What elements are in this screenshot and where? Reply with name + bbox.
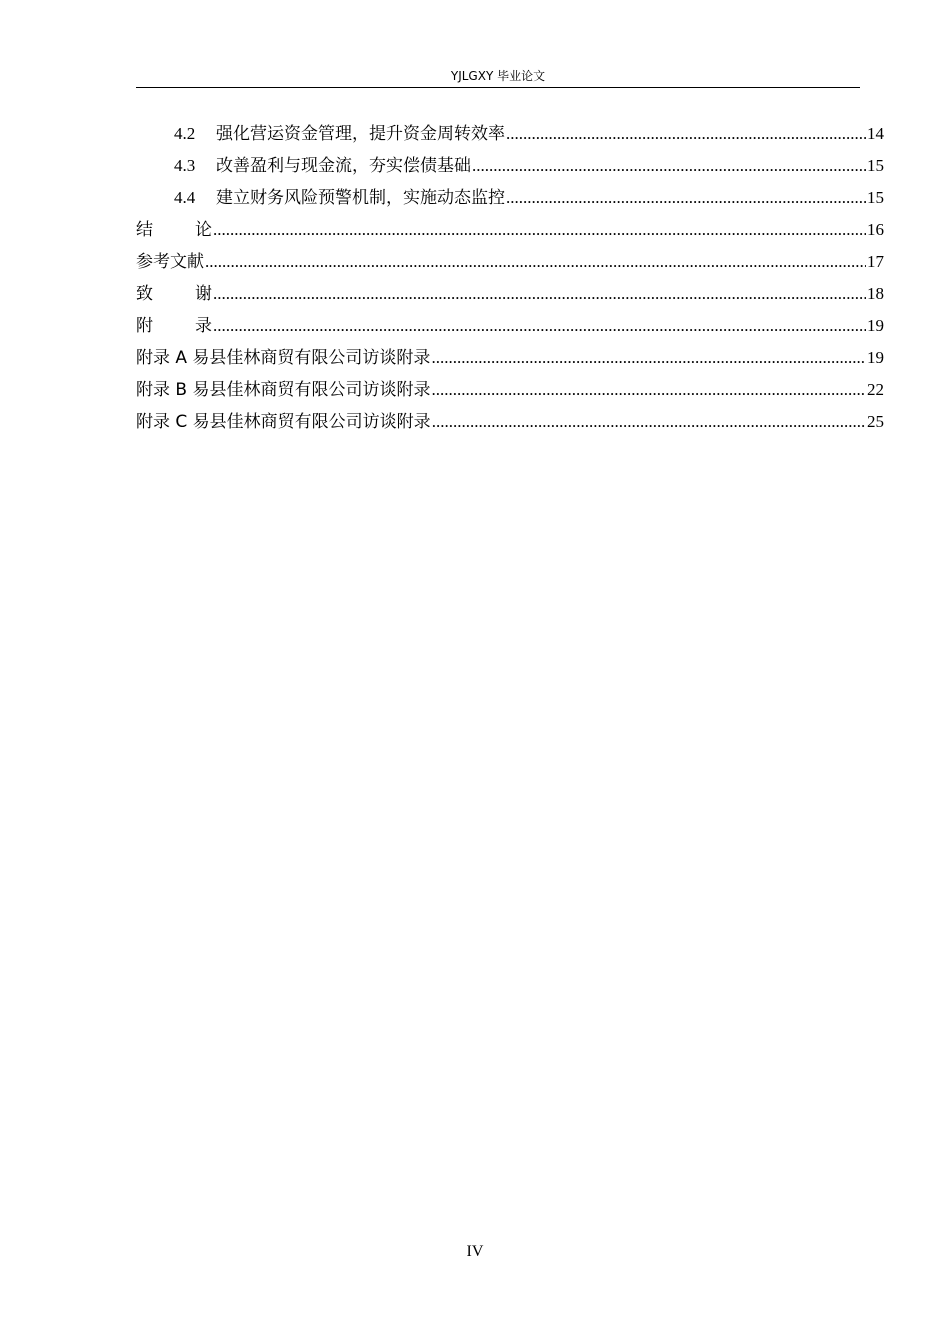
- toc-entry-page: 14: [867, 124, 884, 143]
- toc-entry-title: 建立财务风险预警机制，实施动态监控: [216, 188, 505, 207]
- toc-entry-conclusion[interactable]: [136, 214, 884, 246]
- dot-leader: [432, 411, 866, 433]
- page-number: IV: [466, 1243, 484, 1260]
- toc-entry-title: 参考文献: [136, 252, 204, 272]
- toc-entry-page: 19: [867, 348, 884, 367]
- toc-entry-title: 改善盈利与现金流，夯实偿债基础: [216, 156, 471, 175]
- toc-entry-title: 结论: [136, 220, 212, 240]
- toc-entry-acknowledgements[interactable]: [136, 278, 884, 310]
- toc-entry-4-3[interactable]: [136, 150, 884, 182]
- toc-entry-number: 4.3: [174, 156, 196, 175]
- toc-entry-appendix[interactable]: [136, 310, 884, 342]
- toc-entry-page: 18: [867, 284, 884, 303]
- toc-entry-references[interactable]: [136, 246, 884, 278]
- toc-entry-page: 17: [867, 252, 884, 271]
- toc-entry-page: 15: [867, 188, 884, 207]
- dot-leader: [205, 251, 866, 273]
- dot-leader: [472, 155, 866, 177]
- dot-leader: [506, 187, 866, 209]
- toc-entry-number: 4.4: [174, 188, 196, 207]
- toc-entry-page: 15: [867, 156, 884, 175]
- toc-entry-appendix-c[interactable]: [136, 406, 884, 438]
- dot-leader: [431, 379, 866, 401]
- running-header: YJLGXY 毕业论文: [450, 69, 546, 83]
- toc-entry-number: 4.2: [174, 124, 196, 143]
- dot-leader: [506, 123, 866, 145]
- toc-entry-4-4[interactable]: [136, 182, 884, 214]
- dot-leader: [213, 283, 866, 305]
- toc-entry-4-2[interactable]: [136, 118, 884, 150]
- toc-entry-title: 强化营运资金管理，提升资金周转效率: [216, 124, 505, 143]
- toc-entry-page: 19: [867, 316, 884, 335]
- toc-entry-page: 25: [867, 412, 884, 431]
- dot-leader: [431, 347, 866, 369]
- dot-leader: [213, 219, 866, 241]
- toc-entry-appendix-a[interactable]: [136, 342, 884, 374]
- toc-entry-page: 22: [867, 380, 884, 399]
- toc-entry-title: 致谢: [136, 284, 212, 304]
- toc-entry-title: 附录 A 易县佳林商贸有限公司访谈附录: [136, 348, 431, 368]
- toc-entry-appendix-b[interactable]: [136, 374, 884, 406]
- toc-entry-title: 附录: [136, 316, 212, 336]
- toc-entry-title: 附录 B 易县佳林商贸有限公司访谈附录: [136, 380, 431, 400]
- toc-entry-title: 附录 C 易县佳林商贸有限公司访谈附录: [136, 412, 431, 432]
- toc-entry-page: 16: [867, 220, 884, 239]
- table-of-contents: [136, 118, 884, 438]
- header-rule: [136, 87, 860, 88]
- dot-leader: [213, 315, 866, 337]
